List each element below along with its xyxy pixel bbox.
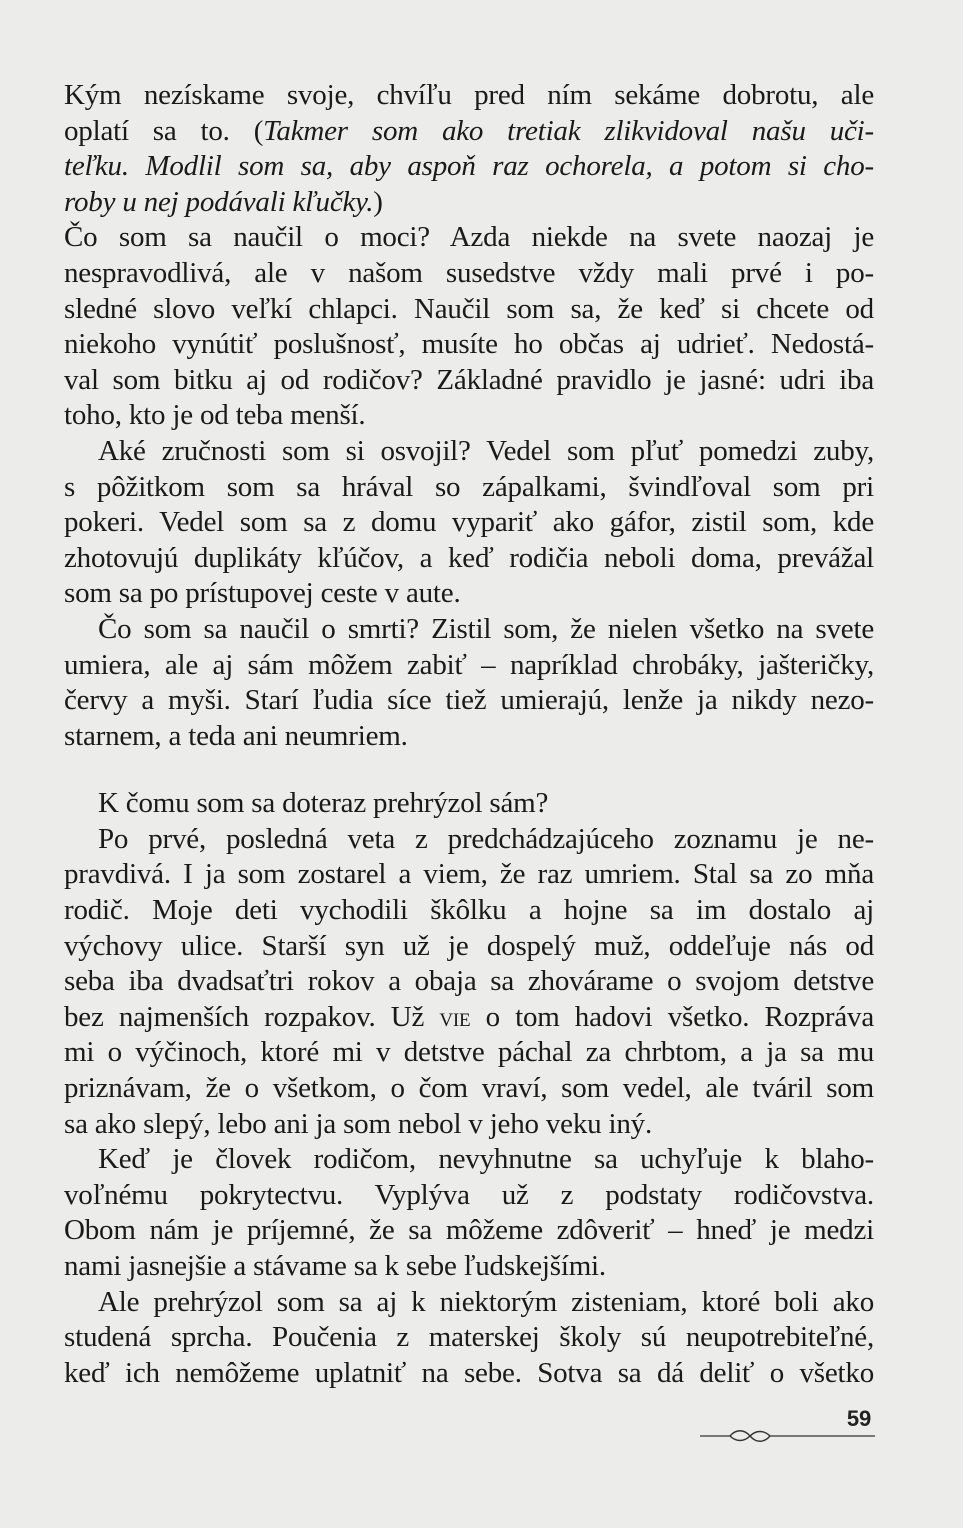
text-segment: roby u nej podávali kľučky. [64, 185, 374, 218]
text-line [64, 1320, 874, 1356]
text-segment: červy a myši. Starí ľudia síce tiež umierajú, lenže ja nikdy nezo- [64, 684, 874, 717]
text-line [64, 256, 874, 292]
page-footer [700, 1404, 875, 1444]
text-line [64, 719, 874, 755]
text-segment: toho, kto je od teba menší. [64, 399, 366, 432]
text-line [64, 114, 874, 150]
text-segment: Aké zručnosti som si osvojil? Vedel som pľuť pomedzi zuby, [98, 434, 874, 467]
text-segment: starnem, a teda ani neumriem. [64, 719, 408, 752]
text-line [64, 822, 874, 858]
text-segment: o tom hadovi všetko. Rozpráva [470, 1000, 874, 1033]
text-segment: Obom nám je príjemné, že sa môžeme zdôveriť – hneď je medzi [64, 1214, 874, 1247]
text-line [64, 964, 874, 1000]
text-segment: výchovy ulice. Starší syn už je dospelý muž, oddeľuje nás od [64, 929, 874, 962]
text-segment: keď ich nemôžeme uplatniť na sebe. Sotva sa dá deliť o všetko [64, 1356, 874, 1389]
text-segment: niekoho vynútiť poslušnosť, musíte ho občas aj udrieť. Nedostá- [64, 328, 874, 361]
text-line [64, 185, 874, 221]
text-segment: seba iba dvadsaťtri rokov a obaja sa zhovárame o svojom detstve [64, 965, 874, 998]
text-segment: studená sprcha. Poučenia z materskej školy sú neupotrebiteľné, [64, 1321, 874, 1354]
text-line [64, 1356, 874, 1392]
text-segment: umiera, ale aj sám môžem zabiť – napríklad chrobáky, jašteričky, [64, 648, 874, 681]
text-segment: teľku. Modlil som sa, aby aspoň raz ochorela, a potom si cho- [64, 150, 874, 183]
text-line [64, 1178, 874, 1214]
text-line [64, 1249, 874, 1285]
body-text [64, 78, 874, 1391]
text-segment: K čomu som sa doteraz prehrýzol sám? [98, 787, 549, 820]
text-segment: sa ako slepý, lebo ani ja som nebol v jeho veku iný. [64, 1107, 653, 1140]
page-ornament-icon [700, 1426, 875, 1446]
text-line [64, 327, 874, 363]
text-line [64, 648, 874, 684]
text-line [64, 1213, 874, 1249]
text-segment: Keď je človek rodičom, nevyhnutne sa uchyľuje k blaho- [98, 1143, 874, 1176]
text-segment: bez najmenších rozpakov. Už [64, 1000, 440, 1033]
text-line [64, 78, 874, 114]
text-segment: som sa po prístupovej ceste v aute. [64, 577, 461, 610]
text-segment: nespravodlivá, ale v našom susedstve vždy mali prvé i po- [64, 256, 874, 289]
text-segment: Kým nezískame svoje, chvíľu pred ním sekáme dobrotu, ale [64, 79, 874, 111]
text-line [64, 1035, 874, 1071]
text-segment: ) [373, 185, 383, 218]
page-number: 59 [846, 1406, 871, 1431]
text-segment: mi o výčinoch, ktoré mi v detstve páchal za chrbtom, a ja sa mu [64, 1036, 874, 1069]
text-line [64, 857, 874, 893]
text-line [64, 220, 874, 256]
text-segment: nami jasnejšie a stávame sa k sebe ľudskejšími. [64, 1250, 606, 1282]
text-line [64, 1285, 874, 1321]
text-segment: pravdivá. I ja som zostarel a viem, že raz umriem. Stal sa zo mňa [64, 858, 874, 891]
text-line [64, 786, 874, 822]
text-segment: Takmer som ako tretiak zlikvidoval našu uči- [263, 114, 874, 147]
text-line [64, 1107, 874, 1143]
text-line [64, 576, 874, 612]
text-line [64, 541, 874, 577]
text-line [64, 1142, 874, 1178]
text-segment: priznávam, že o všetkom, o čom vraví, som vedel, ale tváril som [64, 1072, 874, 1105]
text-segment: Čo som sa naučil o smrti? Zistil som, že nielen všetko na svete [98, 612, 874, 645]
text-segment: Ale prehrýzol som sa aj k niektorým zisteniam, ktoré boli ako [98, 1285, 874, 1318]
text-line [64, 363, 874, 399]
text-line [64, 505, 874, 541]
text-line [64, 470, 874, 506]
text-line [64, 398, 874, 434]
text-line [64, 292, 874, 328]
text-segment: vie [439, 1001, 471, 1032]
text-segment: rodič. Moje deti vychodili škôlku a hojne sa im dostalo aj [64, 894, 874, 927]
text-segment: voľnému pokrytectvu. Vyplýva už z podstaty rodičovstva. [64, 1178, 874, 1211]
text-segment: zhotovujú duplikáty kľúčov, a keď rodičia neboli doma, prevážal [64, 541, 874, 574]
text-segment: s pôžitkom som sa hrával so zápalkami, švindľoval som pri [64, 470, 874, 503]
text-segment: pokeri. Vedel som sa z domu vypariť ako gáfor, zistil som, kde [64, 506, 874, 539]
text-line [64, 683, 874, 719]
text-segment: oplatí sa to. ( [64, 114, 264, 147]
text-line [64, 612, 874, 648]
text-line [64, 1071, 874, 1107]
text-line [64, 1000, 874, 1036]
text-line [64, 149, 874, 185]
text-segment: Čo som sa naučil o moci? Azda niekde na svete naozaj je [64, 221, 874, 254]
text-line [64, 929, 874, 965]
text-segment: Po prvé, posledná veta z predchádzajúceho zoznamu je ne- [98, 822, 874, 855]
text-line [64, 893, 874, 929]
text-line [64, 434, 874, 470]
text-segment: val som bitku aj od rodičov? Základné pravidlo je jasné: udri iba [64, 363, 874, 396]
text-segment: sledné slovo veľkí chlapci. Naučil som sa, že keď si chcete od [64, 292, 874, 325]
